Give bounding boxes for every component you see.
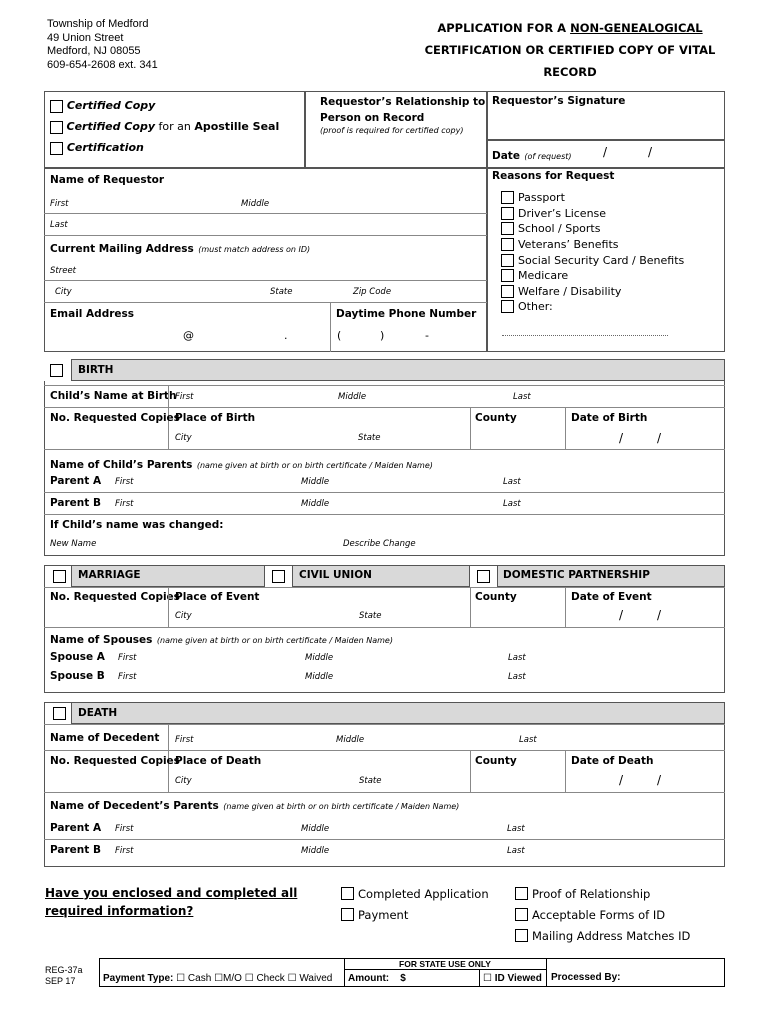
birth-parent-b-middle: Middle (301, 499, 330, 509)
phone-label: Daytime Phone Number (336, 308, 477, 320)
reason-label: Driver’s License (518, 206, 607, 220)
death-parent-b-middle: Middle (301, 846, 330, 856)
reason-school-sports[interactable] (501, 221, 684, 237)
death-copies: No. Requested Copies (50, 755, 180, 767)
apostille-option[interactable]: Certified Copy for an Apostille Seal (50, 120, 279, 134)
birth-new-name: New Name (50, 539, 97, 549)
birth-last: Last (513, 392, 531, 402)
marriage-date-slash-1: / (619, 608, 624, 622)
address-state: State (270, 287, 293, 297)
checklist-label: Mailing Address Matches ID (532, 928, 691, 943)
death-title: DEATH (78, 707, 118, 719)
death-county: County (475, 755, 517, 767)
office-phone: 609-654-2608 ext. 341 (47, 58, 158, 71)
decedent-name: Name of Decedent (50, 732, 160, 744)
death-date-slash-2: / (657, 773, 662, 787)
reason-other[interactable] (501, 299, 684, 315)
office-street: 49 Union Street (47, 31, 124, 44)
form-title (400, 17, 740, 83)
birth-parent-a-middle: Middle (301, 477, 330, 487)
decedent-last: Last (519, 735, 537, 745)
certified-copy-option[interactable]: Certified Copy (50, 99, 155, 113)
relationship-label: Requestor’s Relationship to Person on Record (320, 96, 486, 124)
date-slash-2: / (648, 145, 653, 159)
checklist-checkbox[interactable] (515, 929, 528, 942)
death-date: Date of Death (571, 755, 654, 767)
requestor-box (44, 168, 487, 352)
spouse-a-last: Last (508, 653, 526, 663)
spouse-a-middle: Middle (305, 653, 334, 663)
birth-middle: Middle (338, 392, 367, 402)
reason-label: Passport (518, 191, 565, 205)
requestor-middle: Middle (241, 199, 270, 209)
birth-date-slash-1: / (619, 431, 624, 445)
checklist-mailing-address-matches-id[interactable] (515, 925, 690, 946)
address-street: Street (50, 266, 77, 276)
marriage-title: MARRIAGE (78, 569, 141, 581)
reason-checkbox[interactable] (501, 285, 514, 298)
checklist-checkbox[interactable] (515, 908, 528, 921)
address-label: Current Mailing Address (must match address on ID) (50, 243, 311, 255)
marriage-city: City (175, 611, 192, 621)
reason-label: Social Security Card / Benefits (518, 253, 685, 267)
decedent-parents-label: Name of Decedent’s Parents (name given at birth or on birth certificate / Maiden Name) (50, 800, 460, 812)
office-city: Medford, NJ 08055 (47, 45, 141, 57)
death-place: Place of Death (175, 755, 262, 767)
email-dot: . (284, 329, 288, 342)
checklist-completed-application[interactable] (341, 883, 489, 904)
requestor-last: Last (50, 220, 68, 230)
certification-option[interactable]: Certification (50, 141, 144, 155)
checklist-left (341, 883, 489, 925)
birth-copies: No. Requested Copies (50, 412, 180, 424)
office-address (47, 18, 158, 72)
title-line2: CERTIFICATION OR CERTIFIED COPY OF VITAL RECORD (424, 43, 716, 79)
birth-child-name: Child’s Name at Birth (50, 390, 177, 402)
domestic-checkbox[interactable] (477, 568, 490, 586)
birth-parent-a: Parent A (50, 475, 102, 487)
spouse-a: Spouse A (50, 651, 105, 663)
reason-checkbox[interactable] (501, 238, 514, 251)
death-parent-a-first: First (115, 824, 134, 834)
birth-describe: Describe Change (343, 539, 416, 549)
checklist-question: Have you enclosed and completed all required information? (45, 886, 298, 918)
checklist-label: Payment (358, 907, 409, 922)
reason-veterans-benefits[interactable] (501, 237, 684, 253)
marriage-place: Place of Event (175, 591, 260, 603)
address-zip: Zip Code (353, 287, 392, 297)
decedent-middle: Middle (336, 735, 365, 745)
checklist-checkbox[interactable] (515, 887, 528, 900)
reason-label: Other: (518, 300, 553, 314)
apostille-checkbox[interactable] (50, 121, 63, 134)
signature-label: Requestor’s Signature (492, 95, 626, 107)
marriage-date: Date of Event (571, 591, 652, 603)
birth-county: County (475, 412, 517, 424)
reasons-list (501, 190, 684, 315)
spouse-b-last: Last (508, 672, 526, 682)
birth-parent-b-first: First (115, 499, 134, 509)
reason-social-security-card-benefits[interactable] (501, 252, 684, 268)
checklist-label: Completed Application (358, 886, 489, 901)
phone-dash: - (425, 329, 429, 342)
birth-parent-b-last: Last (503, 499, 521, 509)
marriage-date-slash-2: / (657, 608, 662, 622)
reason-checkbox[interactable] (501, 254, 514, 267)
death-parent-a-middle: Middle (301, 824, 330, 834)
reason-checkbox[interactable] (501, 222, 514, 235)
decedent-first: First (175, 735, 194, 745)
death-city: City (175, 776, 192, 786)
spouse-a-first: First (118, 653, 137, 663)
marriage-copies: No. Requested Copies (50, 591, 180, 603)
amount-label: Amount: $ (348, 973, 406, 984)
birth-parents-label: Name of Child’s Parents (name given at birth or on birth certificate / Maiden Name) (50, 459, 433, 471)
reason-label: Welfare / Disability (518, 284, 622, 298)
certification-checkbox[interactable] (50, 142, 63, 155)
birth-city: City (175, 433, 192, 443)
checklist-right (515, 883, 690, 946)
death-parent-b-first: First (115, 846, 134, 856)
death-title-bar (71, 702, 725, 724)
marriage-checkbox[interactable] (53, 568, 66, 586)
spouses-label: Name of Spouses (name given at birth or on birth certificate / Maiden Name) (50, 634, 393, 646)
marriage-state: State (359, 611, 382, 621)
spouse-b-first: First (118, 672, 137, 682)
office-name: Township of Medford (47, 18, 149, 30)
phone-close: ) (380, 329, 385, 342)
date-slash-1: / (603, 145, 608, 159)
address-city: City (55, 287, 72, 297)
reason-label: Medicare (518, 269, 569, 283)
death-parent-b-last: Last (507, 846, 525, 856)
reason-checkbox[interactable] (501, 269, 514, 282)
reason-passport[interactable] (501, 190, 684, 206)
birth-title: BIRTH (78, 364, 114, 376)
reason-label: Veterans’ Benefits (518, 238, 619, 252)
title-prefix: APPLICATION FOR A (437, 21, 571, 35)
relationship-note: (proof is required for certified copy) (320, 126, 464, 135)
checklist-proof-of-relationship[interactable] (515, 883, 690, 904)
checklist-acceptable-forms-of-id[interactable] (515, 904, 690, 925)
birth-state: State (358, 433, 381, 443)
reason-welfare-disability[interactable] (501, 284, 684, 300)
reason-checkbox[interactable] (501, 300, 514, 313)
birth-changed-label: If Child’s name was changed: (50, 519, 224, 531)
reason-driver-s-license[interactable] (501, 206, 684, 222)
id-viewed: ☐ ID Viewed (483, 973, 542, 984)
death-state: State (359, 776, 382, 786)
reason-label: School / Sports (518, 222, 601, 236)
title-underlined: NON-GENEALOGICAL (570, 21, 703, 35)
email-at: @ (183, 329, 194, 342)
death-parent-a-last: Last (507, 824, 525, 834)
spouse-b-middle: Middle (305, 672, 334, 682)
certified-copy-checkbox[interactable] (50, 100, 63, 113)
date-label: Date (of request) (492, 150, 572, 162)
birth-first: First (175, 392, 194, 402)
processed-by: Processed By: (551, 972, 621, 983)
checklist-checkbox[interactable] (341, 908, 354, 921)
birth-place: Place of Birth (175, 412, 256, 424)
death-date-slash-1: / (619, 773, 624, 787)
requestor-first: First (50, 199, 69, 209)
checklist-label: Proof of Relationship (532, 886, 651, 901)
domestic-title: DOMESTIC PARTNERSHIP (503, 569, 650, 581)
spouse-b: Spouse B (50, 670, 105, 682)
checklist-checkbox[interactable] (341, 887, 354, 900)
requestor-name-label: Name of Requestor (50, 174, 165, 186)
death-parent-a: Parent A (50, 822, 102, 834)
birth-date-slash-2: / (657, 431, 662, 445)
payment-type: Payment Type: ☐ Cash ☐M/O ☐ Check ☐ Waived (103, 973, 333, 984)
death-checkbox[interactable] (53, 705, 66, 723)
birth-title-bar (71, 359, 725, 381)
civil-union-title: CIVIL UNION (299, 569, 372, 581)
birth-parent-b: Parent B (50, 497, 101, 509)
birth-checkbox[interactable] (50, 362, 63, 380)
checklist-payment[interactable] (341, 904, 489, 925)
birth-parent-a-last: Last (503, 477, 521, 487)
birth-date: Date of Birth (571, 412, 648, 424)
reason-medicare[interactable] (501, 268, 684, 284)
reason-checkbox[interactable] (501, 191, 514, 204)
email-label: Email Address (50, 308, 135, 320)
phone-open: ( (337, 329, 342, 342)
death-parent-b: Parent B (50, 844, 101, 856)
birth-parent-a-first: First (115, 477, 134, 487)
state-use-label: FOR STATE USE ONLY (399, 959, 491, 969)
civil-union-checkbox[interactable] (272, 568, 285, 586)
form-code: REG-37a SEP 17 (45, 965, 83, 986)
checklist-label: Acceptable Forms of ID (532, 907, 666, 922)
marriage-county: County (475, 591, 517, 603)
reason-checkbox[interactable] (501, 207, 514, 220)
reasons-label: Reasons for Request (492, 170, 615, 182)
